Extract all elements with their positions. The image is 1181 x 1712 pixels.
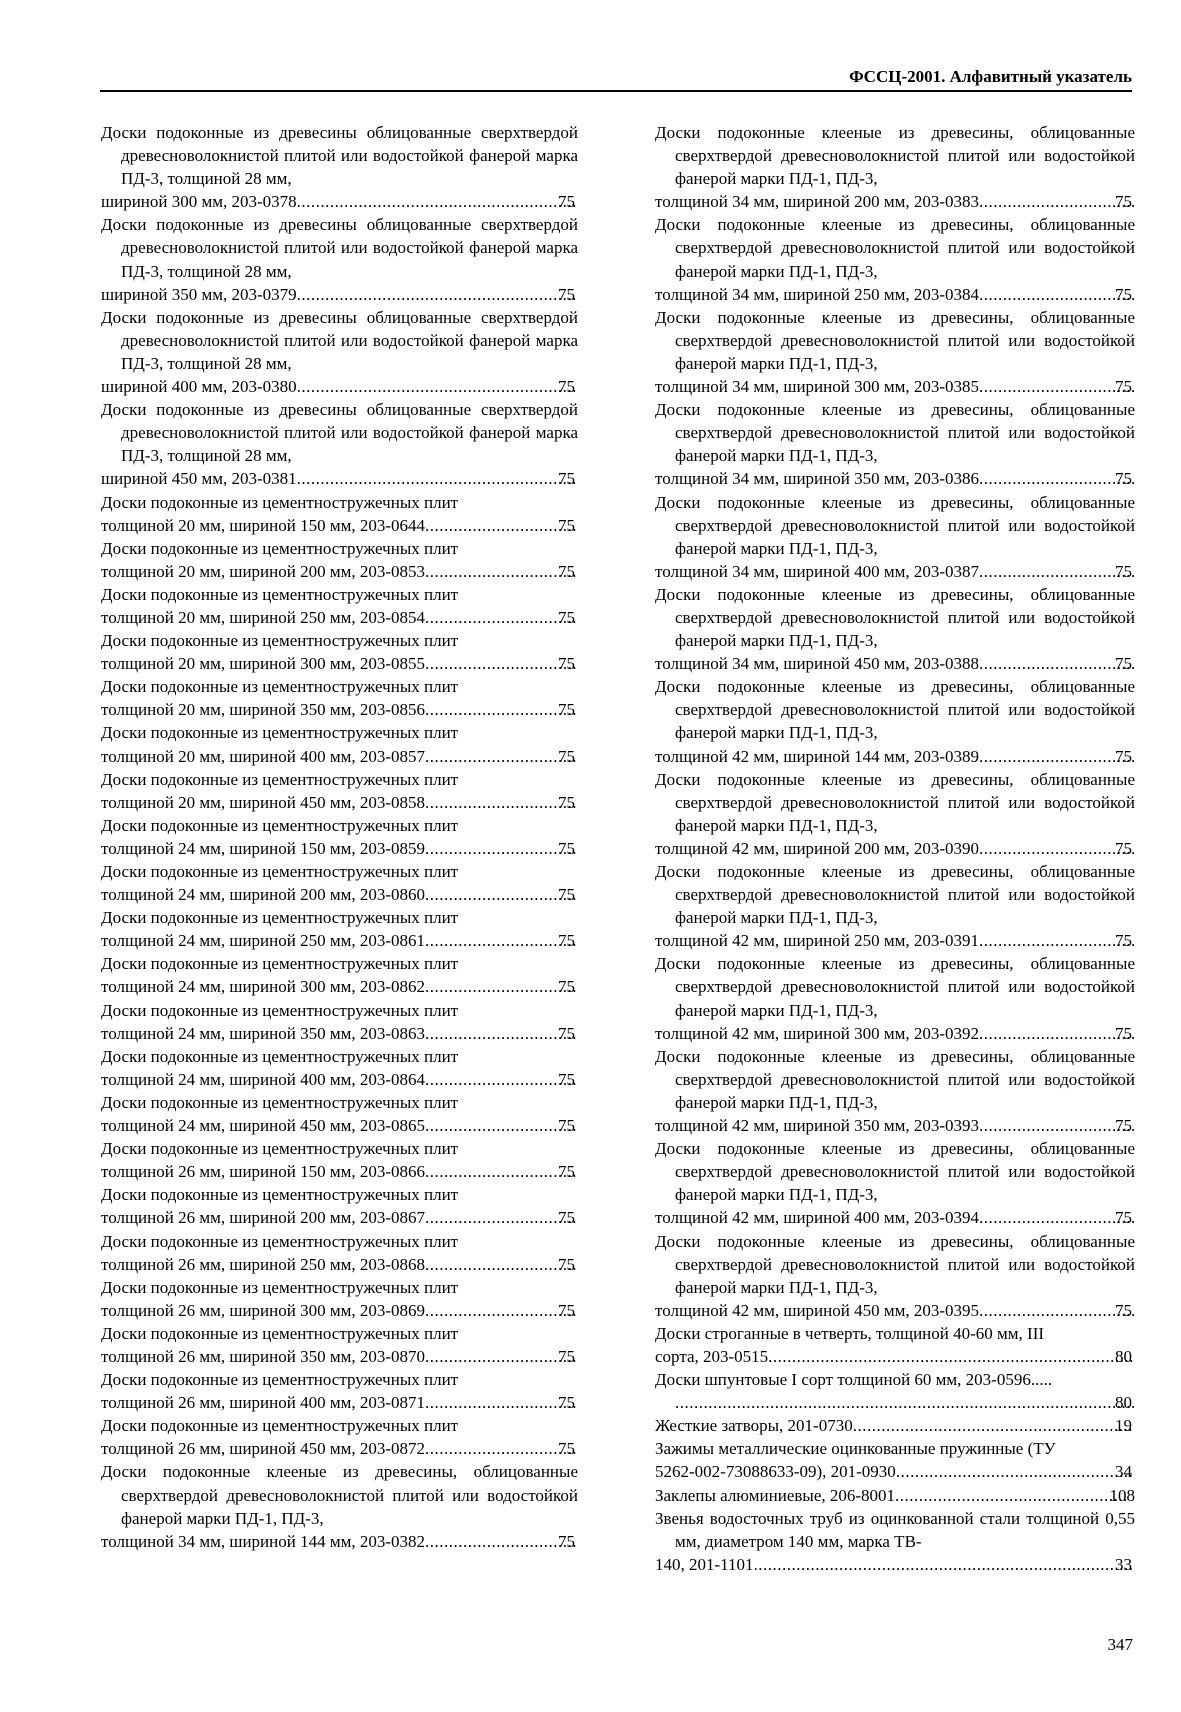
entry-text: Доски подоконные клееные из древесины, облицованные сверхтвердой древесноволокнистой плитой или водостойкой фанерой марки ПД-1, ПД-3, <box>655 1139 1135 1205</box>
dot-leader <box>298 283 577 306</box>
entry-leader-line: 140, 201-1101 ..... 33 <box>675 1553 1135 1576</box>
entry-leader-line: толщиной 24 мм, шириной 250 мм, 203-0861 ..... 75 <box>121 929 578 952</box>
dot-leader <box>426 1022 577 1045</box>
entry-text: Доски подоконные из цементностружечных плит <box>101 538 459 558</box>
entry-last-line: толщиной 34 мм, шириной 144 мм, 203-0382 <box>101 1531 426 1551</box>
dot-leader <box>426 1391 577 1414</box>
entry-text: Доски подоконные клееные из древесины, облицованные сверхтвердой древесноволокнистой плитой или водостойкой фанерой марки ПД-1, ПД-3, <box>655 584 1135 651</box>
index-entry <box>655 1137 1135 1229</box>
left-column <box>101 121 578 1553</box>
index-entry <box>655 1045 1135 1137</box>
index-entry <box>655 1437 1135 1483</box>
entry-text: Доски подоконные из цементностружечных плит <box>101 1046 459 1066</box>
entry-last-line: толщиной 42 мм, шириной 350 мм, 203-0393 <box>655 1116 980 1136</box>
entry-leader-line <box>655 1484 1135 1507</box>
entry-leader-line: шириной 350 мм, 203-0379 ..... 75 <box>121 283 578 306</box>
entry-leader-line: толщиной 24 мм, шириной 150 мм, 203-0859 ..... 75 <box>121 837 578 860</box>
entry-text: Доски подоконные из цементностружечных плит <box>101 492 459 512</box>
index-entry <box>101 814 578 860</box>
entry-last-line: толщиной 42 мм, шириной 300 мм, 203-0392 <box>655 1023 980 1043</box>
index-entry <box>655 213 1135 305</box>
entry-last-line: толщиной 34 мм, шириной 450 мм, 203-0388 <box>655 654 980 674</box>
dot-leader <box>426 1206 577 1229</box>
dot-leader <box>980 375 1134 398</box>
entry-text: Доски подоконные из цементностружечных плит <box>101 815 459 835</box>
entry-text: Доски подоконные из цементностружечных плит <box>101 862 459 881</box>
entry-last-line: 5262-002-73088633-09), 201-0930 <box>655 1462 896 1482</box>
index-entry <box>655 398 1135 490</box>
entry-leader-line: толщиной 34 мм, шириной 144 мм, 203-0382 ..... 75 <box>121 1530 578 1553</box>
entry-text: Доски шпунтовые I сорт толщиной 60 мм, 203-0596..... <box>655 1370 1053 1390</box>
entry-text: Доски подоконные из цементностружечных плит <box>101 1185 459 1205</box>
dot-leader <box>896 1484 1128 1507</box>
entry-leader-line: толщиной 26 мм, шириной 450 мм, 203-0872 ..... 75 <box>121 1437 578 1460</box>
entry-text: Доски подоконные из цементностружечных плит <box>101 1277 459 1297</box>
index-entry <box>655 491 1135 583</box>
entry-text: Доски подоконные клееные из древесины, облицованные сверхтвердой древесноволокнистой плитой или водостойкой фанерой марки ПД-1, ПД-3, <box>101 1462 578 1528</box>
entry-last-line: шириной 450 мм, 203-0381 <box>101 469 297 489</box>
index-entry <box>655 952 1135 1044</box>
dot-leader <box>426 514 577 537</box>
index-entry <box>101 583 578 629</box>
dot-leader <box>980 1206 1134 1229</box>
entry-last-line: толщиной 26 мм, шириной 200 мм, 203-0867 <box>101 1208 426 1228</box>
entry-leader-line: толщиной 20 мм, шириной 400 мм, 203-0857 ..... 75 <box>121 745 578 768</box>
entry-last-line: шириной 400 мм, 203-0380 <box>101 377 297 397</box>
entry-leader-line: толщиной 26 мм, шириной 400 мм, 203-0871 ..... 75 <box>121 1391 578 1414</box>
dot-leader <box>980 652 1134 675</box>
index-entry <box>655 1507 1135 1576</box>
index-entry <box>655 768 1135 860</box>
entry-leader-line: толщиной 20 мм, шириной 200 мм, 203-0853 ..... 75 <box>121 560 578 583</box>
entry-text: Доски подоконные из древесины облицованные сверхтвердой древесноволокнистой плитой или водостойкой фанерой марка ПД-3, толщиной 28 мм, <box>101 307 578 373</box>
entry-last-line: толщиной 20 мм, шириной 250 мм, 203-0854 <box>101 607 426 627</box>
dot-leader <box>426 929 577 952</box>
page-number: 347 <box>1107 1635 1133 1654</box>
entry-last-line: толщиной 26 мм, шириной 450 мм, 203-0872 <box>101 1439 426 1459</box>
entry-leader-line: Жесткие затворы, 201-0730 ..... 19 <box>675 1414 1135 1437</box>
dot-leader <box>426 883 577 906</box>
entry-leader-line: толщиной 42 мм, шириной 300 мм, 203-0392 ..... 75 <box>675 1022 1135 1045</box>
index-entry <box>655 1230 1135 1322</box>
entry-last-line: толщиной 24 мм, шириной 450 мм, 203-0865 <box>101 1116 426 1136</box>
dot-leader <box>426 1530 577 1553</box>
running-header <box>100 68 1132 92</box>
dot-leader <box>426 791 577 814</box>
entry-text: Доски подоконные из древесины облицованные сверхтвердой древесноволокнистой плитой или водостойкой фанерой марка ПД-3, толщиной 28 мм, <box>101 123 578 189</box>
entry-last-line: 140, 201-1101 <box>655 1554 754 1574</box>
dot-leader <box>426 1114 577 1137</box>
entry-text: Доски подоконные клееные из древесины, облицованные сверхтвердой древесноволокнистой плитой или водостойкой фанерой марки ПД-1, ПД-3, <box>655 1231 1135 1297</box>
header-title: ФССЦ-2001. Алфавитный указатель <box>849 67 1132 86</box>
dot-leader <box>426 652 577 675</box>
dot-leader <box>980 467 1134 490</box>
entry-text: Доски подоконные из цементностружечных плит <box>101 1000 459 1020</box>
index-entry <box>101 1137 578 1183</box>
dot-leader <box>298 190 577 213</box>
entry-leader-line: толщиной 42 мм, шириной 250 мм, 203-0391 ..... 75 <box>675 929 1135 952</box>
index-entry <box>101 398 578 490</box>
entry-last-line: сорта, 203-0515 <box>655 1346 769 1366</box>
dot-leader <box>980 929 1134 952</box>
index-entry <box>655 306 1135 398</box>
entry-leader-line: ..... 80 <box>675 1391 1135 1414</box>
dot-leader <box>298 467 577 490</box>
entry-text: Звенья водосточных труб из оцинкованной стали толщиной 0,55 мм, диаметром 140 мм, марка ТВ- <box>655 1508 1135 1551</box>
entry-last-line: толщиной 42 мм, шириной 250 мм, 203-0391 <box>655 931 980 951</box>
entry-last-line: толщиной 24 мм, шириной 200 мм, 203-0860 <box>101 885 426 905</box>
entry-text: Доски подоконные из цементностружечных плит <box>101 1139 459 1159</box>
index-entry <box>101 629 578 675</box>
index-entry <box>101 1322 578 1368</box>
entry-leader-line: толщиной 20 мм, шириной 150 мм, 203-0644 ..... 75 <box>121 514 578 537</box>
dot-leader <box>980 745 1134 768</box>
entry-leader-line: толщиной 24 мм, шириной 200 мм, 203-0860 ..... 75 <box>121 883 578 906</box>
entry-leader-line: толщиной 20 мм, шириной 450 мм, 203-0858 ..... 75 <box>121 791 578 814</box>
index-entry <box>101 1091 578 1137</box>
index-entry <box>101 306 578 398</box>
dot-leader <box>426 1160 577 1183</box>
index-entry <box>101 1230 578 1276</box>
dot-leader <box>769 1345 1134 1368</box>
entry-leader-line: толщиной 34 мм, шириной 200 мм, 203-0383 ..... 75 <box>675 190 1135 213</box>
entry-leader-line: толщиной 42 мм, шириной 144 мм, 203-0389 ..... 75 <box>675 745 1135 768</box>
entry-leader-line: толщиной 42 мм, шириной 200 мм, 203-0390 ..... 75 <box>675 837 1135 860</box>
index-entry <box>655 1368 1135 1414</box>
entry-text: Доски подоконные из цементностружечных плит <box>101 584 459 604</box>
entry-last-line: толщиной 20 мм, шириной 300 мм, 203-0855 <box>101 654 426 674</box>
dot-leader <box>676 1391 1134 1414</box>
entry-text: Доски подоконные из цементностружечных плит <box>101 769 459 789</box>
index-entry <box>655 675 1135 767</box>
entry-page-ref: 108 <box>1109 1485 1135 1505</box>
dot-leader <box>426 745 577 768</box>
dot-leader <box>298 375 577 398</box>
entry-leader-line: толщиной 24 мм, шириной 350 мм, 203-0863 ..... 75 <box>121 1022 578 1045</box>
entry-leader-line: толщиной 26 мм, шириной 350 мм, 203-0870 ..... 75 <box>121 1345 578 1368</box>
index-entry <box>101 1368 578 1414</box>
dot-leader <box>980 1114 1134 1137</box>
entry-text: Доски подоконные клееные из древесины, облицованные сверхтвердой древесноволокнистой плитой или водостойкой фанерой марки ПД-1, ПД-3, <box>655 215 1135 281</box>
entry-leader-line: шириной 300 мм, 203-0378 ..... 75 <box>121 190 578 213</box>
dot-leader <box>426 606 577 629</box>
entry-last-line: толщиной 20 мм, шириной 400 мм, 203-0857 <box>101 746 426 766</box>
entry-last-line: толщиной 34 мм, шириной 350 мм, 203-0386 <box>655 469 980 489</box>
entry-leader-line: толщиной 26 мм, шириной 300 мм, 203-0869 ..... 75 <box>121 1299 578 1322</box>
dot-leader <box>426 560 577 583</box>
entry-text: Доски подоконные из цементностружечных плит <box>101 1323 459 1343</box>
entry-leader-line: толщиной 42 мм, шириной 450 мм, 203-0395 ..... 75 <box>675 1299 1135 1322</box>
entry-last-line: толщиной 24 мм, шириной 250 мм, 203-0861 <box>101 931 426 951</box>
index-entry <box>655 860 1135 952</box>
index-entry <box>655 121 1135 213</box>
entry-last-line: толщиной 42 мм, шириной 400 мм, 203-0394 <box>655 1208 980 1228</box>
entry-text: Доски подоконные из цементностружечных плит <box>101 954 459 974</box>
entry-text: Доски подоконные из цементностружечных плит <box>101 1416 459 1436</box>
entry-leader-line: толщиной 26 мм, шириной 250 мм, 203-0868 ..... 75 <box>121 1253 578 1276</box>
entry-leader-line: толщиной 24 мм, шириной 450 мм, 203-0865 ..... 75 <box>121 1114 578 1137</box>
index-entry <box>101 1460 578 1552</box>
index-entry <box>101 860 578 906</box>
index-entry <box>101 768 578 814</box>
entry-last-line: толщиной 24 мм, шириной 150 мм, 203-0859 <box>101 838 426 858</box>
index-entry <box>101 1276 578 1322</box>
entry-text: Доски подоконные клееные из древесины, облицованные сверхтвердой древесноволокнистой плитой или водостойкой фанерой марки ПД-1, ПД-3, <box>655 307 1135 373</box>
entry-text: Доски подоконные из цементностружечных плит <box>101 631 459 651</box>
dot-leader <box>426 1253 577 1276</box>
entry-last-line: толщиной 24 мм, шириной 300 мм, 203-0862 <box>101 977 426 997</box>
entry-leader-line: толщиной 20 мм, шириной 300 мм, 203-0855 ..... 75 <box>121 652 578 675</box>
entry-last-line: толщиной 34 мм, шириной 250 мм, 203-0384 <box>655 284 980 304</box>
entry-text: Доски подоконные из цементностружечных плит <box>101 723 459 743</box>
index-entry <box>101 906 578 952</box>
index-entry <box>655 1322 1135 1368</box>
dot-leader <box>426 1068 577 1091</box>
entry-leader-line: толщиной 20 мм, шириной 250 мм, 203-0854 ..... 75 <box>121 606 578 629</box>
entry-leader-line: толщиной 34 мм, шириной 400 мм, 203-0387 ..... 75 <box>675 560 1135 583</box>
dot-leader <box>426 1437 577 1460</box>
dot-leader <box>426 975 577 998</box>
entry-last-line: толщиной 24 мм, шириной 350 мм, 203-0863 <box>101 1023 426 1043</box>
entry-last-line: толщиной 24 мм, шириной 400 мм, 203-0864 <box>101 1069 426 1089</box>
entry-last-line: толщиной 20 мм, шириной 450 мм, 203-0858 <box>101 792 426 812</box>
entry-text: Доски подоконные клееные из древесины, облицованные сверхтвердой древесноволокнистой плитой или водостойкой фанерой марки ПД-1, ПД-3, <box>655 677 1135 743</box>
entry-last-line: толщиной 26 мм, шириной 400 мм, 203-0871 <box>101 1393 426 1413</box>
entry-text: Доски подоконные клееные из древесины, облицованные сверхтвердой древесноволокнистой плитой или водостойкой фанерой марки ПД-1, ПД-3, <box>655 862 1135 928</box>
entry-text: Доски подоконные из цементностружечных плит <box>101 1092 459 1112</box>
dot-leader <box>980 1299 1134 1322</box>
entry-last-line: толщиной 42 мм, шириной 450 мм, 203-0395 <box>655 1300 980 1320</box>
entry-last-line: толщиной 26 мм, шириной 300 мм, 203-0869 <box>101 1300 426 1320</box>
entry-last-line: толщиной 26 мм, шириной 250 мм, 203-0868 <box>101 1254 426 1274</box>
entry-leader-line: толщиной 20 мм, шириной 350 мм, 203-0856 ..... 75 <box>121 698 578 721</box>
entry-text: Зажимы металлические оцинкованные пружинные (ТУ <box>655 1439 1056 1459</box>
dot-leader <box>980 190 1134 213</box>
entry-last-line: Заклепы алюминиевые, 206-8001 <box>655 1485 896 1505</box>
dot-leader <box>854 1414 1134 1437</box>
index-entry <box>655 1484 1135 1507</box>
entry-text: Доски подоконные клееные из древесины, облицованные сверхтвердой древесноволокнистой плитой или водостойкой фанерой марки ПД-1, ПД-3, <box>655 954 1135 1020</box>
entry-leader-line: 5262-002-73088633-09), 201-0930 ..... 34 <box>675 1460 1135 1483</box>
entry-last-line: шириной 350 мм, 203-0379 <box>101 284 297 304</box>
entry-last-line: толщиной 26 мм, шириной 350 мм, 203-0870 <box>101 1346 426 1366</box>
entry-leader-line: толщиной 24 мм, шириной 300 мм, 203-0862 ..... 75 <box>121 975 578 998</box>
entry-last-line: Жесткие затворы, 201-0730 <box>655 1416 853 1436</box>
dot-leader <box>426 1345 577 1368</box>
entry-last-line: толщиной 20 мм, шириной 200 мм, 203-0853 <box>101 561 426 581</box>
entry-leader-line: шириной 450 мм, 203-0381 ..... 75 <box>121 467 578 490</box>
entry-last-line: толщиной 34 мм, шириной 400 мм, 203-0387 <box>655 561 980 581</box>
dot-leader <box>426 698 577 721</box>
right-column <box>655 121 1135 1576</box>
index-entry <box>101 675 578 721</box>
index-entry <box>101 1045 578 1091</box>
entry-leader-line: шириной 400 мм, 203-0380 ..... 75 <box>121 375 578 398</box>
entry-text: Доски подоконные из цементностружечных плит <box>101 908 459 928</box>
entry-text: Доски подоконные из цементностружечных плит <box>101 1231 459 1251</box>
entry-leader-line: толщиной 34 мм, шириной 450 мм, 203-0388 ..... 75 <box>675 652 1135 675</box>
index-entry <box>101 999 578 1045</box>
dot-leader <box>426 1299 577 1322</box>
entry-text: Доски подоконные из цементностружечных плит <box>101 1370 459 1390</box>
entry-leader-line: толщиной 34 мм, шириной 250 мм, 203-0384 ..... 75 <box>675 283 1135 306</box>
entry-last-line: шириной 300 мм, 203-0378 <box>101 192 297 212</box>
entry-text: Доски подоконные из цементностружечных плит <box>101 677 459 697</box>
dot-leader <box>426 837 577 860</box>
dot-leader <box>980 837 1134 860</box>
entry-leader-line: толщиной 42 мм, шириной 400 мм, 203-0394 ..... 75 <box>675 1206 1135 1229</box>
entry-last-line: толщиной 34 мм, шириной 300 мм, 203-0385 <box>655 377 980 397</box>
index-entry <box>101 213 578 305</box>
entry-last-line: толщиной 20 мм, шириной 150 мм, 203-0644 <box>101 515 426 535</box>
entry-last-line: толщиной 42 мм, шириной 200 мм, 203-0390 <box>655 838 980 858</box>
dot-leader <box>980 560 1134 583</box>
entry-text: Доски подоконные из древесины облицованные сверхтвердой древесноволокнистой плитой или водостойкой фанерой марка ПД-3, толщиной 28 мм, <box>101 215 578 281</box>
index-entry <box>101 1414 578 1460</box>
entry-leader-line: толщиной 34 мм, шириной 300 мм, 203-0385 ..... 75 <box>675 375 1135 398</box>
entry-text: Доски строганные в четверть, толщиной 40-60 мм, III <box>655 1323 1045 1343</box>
index-entry <box>101 121 578 213</box>
entry-leader-line: толщиной 24 мм, шириной 400 мм, 203-0864 ..... 75 <box>121 1068 578 1091</box>
index-entry <box>101 537 578 583</box>
dot-leader <box>980 1022 1134 1045</box>
entry-leader-line: сорта, 203-0515 ..... 80 <box>675 1345 1135 1368</box>
entry-last-line: толщиной 20 мм, шириной 350 мм, 203-0856 <box>101 700 426 720</box>
dot-leader <box>980 283 1134 306</box>
entry-leader-line: толщиной 34 мм, шириной 350 мм, 203-0386 ..... 75 <box>675 467 1135 490</box>
index-entry <box>101 491 578 537</box>
entry-leader-line: толщиной 26 мм, шириной 150 мм, 203-0866 ..... 75 <box>121 1160 578 1183</box>
entry-text: Доски подоконные из древесины облицованные сверхтвердой древесноволокнистой плитой или водостойкой фанерой марка ПД-3, толщиной 28 мм, <box>101 400 578 466</box>
dot-leader <box>755 1553 1134 1576</box>
index-entry <box>655 583 1135 675</box>
index-entry <box>101 721 578 767</box>
entry-text: Доски подоконные клееные из древесины, облицованные сверхтвердой древесноволокнистой плитой или водостойкой фанерой марки ПД-1, ПД-3, <box>655 123 1135 189</box>
entry-text: Доски подоконные клееные из древесины, облицованные сверхтвердой древесноволокнистой плитой или водостойкой фанерой марки ПД-1, ПД-3, <box>655 400 1135 466</box>
dot-leader <box>897 1460 1134 1483</box>
entry-text: Доски подоконные клееные из древесины, облицованные сверхтвердой древесноволокнистой плитой или водостойкой фанерой марки ПД-1, ПД-3, <box>655 769 1135 835</box>
entry-last-line: толщиной 26 мм, шириной 150 мм, 203-0866 <box>101 1162 426 1182</box>
index-entry <box>655 1414 1135 1437</box>
entry-last-line: толщиной 34 мм, шириной 200 мм, 203-0383 <box>655 192 980 212</box>
entry-leader-line: толщиной 42 мм, шириной 350 мм, 203-0393 ..... 75 <box>675 1114 1135 1137</box>
entry-text: Доски подоконные клееные из древесины, облицованные сверхтвердой древесноволокнистой плитой или водостойкой фанерой марки ПД-1, ПД-3, <box>655 1046 1135 1112</box>
entry-last-line: толщиной 42 мм, шириной 144 мм, 203-0389 <box>655 746 980 766</box>
index-entry <box>101 952 578 998</box>
entry-leader-line: толщиной 26 мм, шириной 200 мм, 203-0867 ..... 75 <box>121 1206 578 1229</box>
index-entry <box>101 1183 578 1229</box>
entry-text: Доски подоконные клееные из древесины, облицованные сверхтвердой древесноволокнистой плитой или водостойкой фанерой марки ПД-1, ПД-3, <box>655 492 1135 558</box>
